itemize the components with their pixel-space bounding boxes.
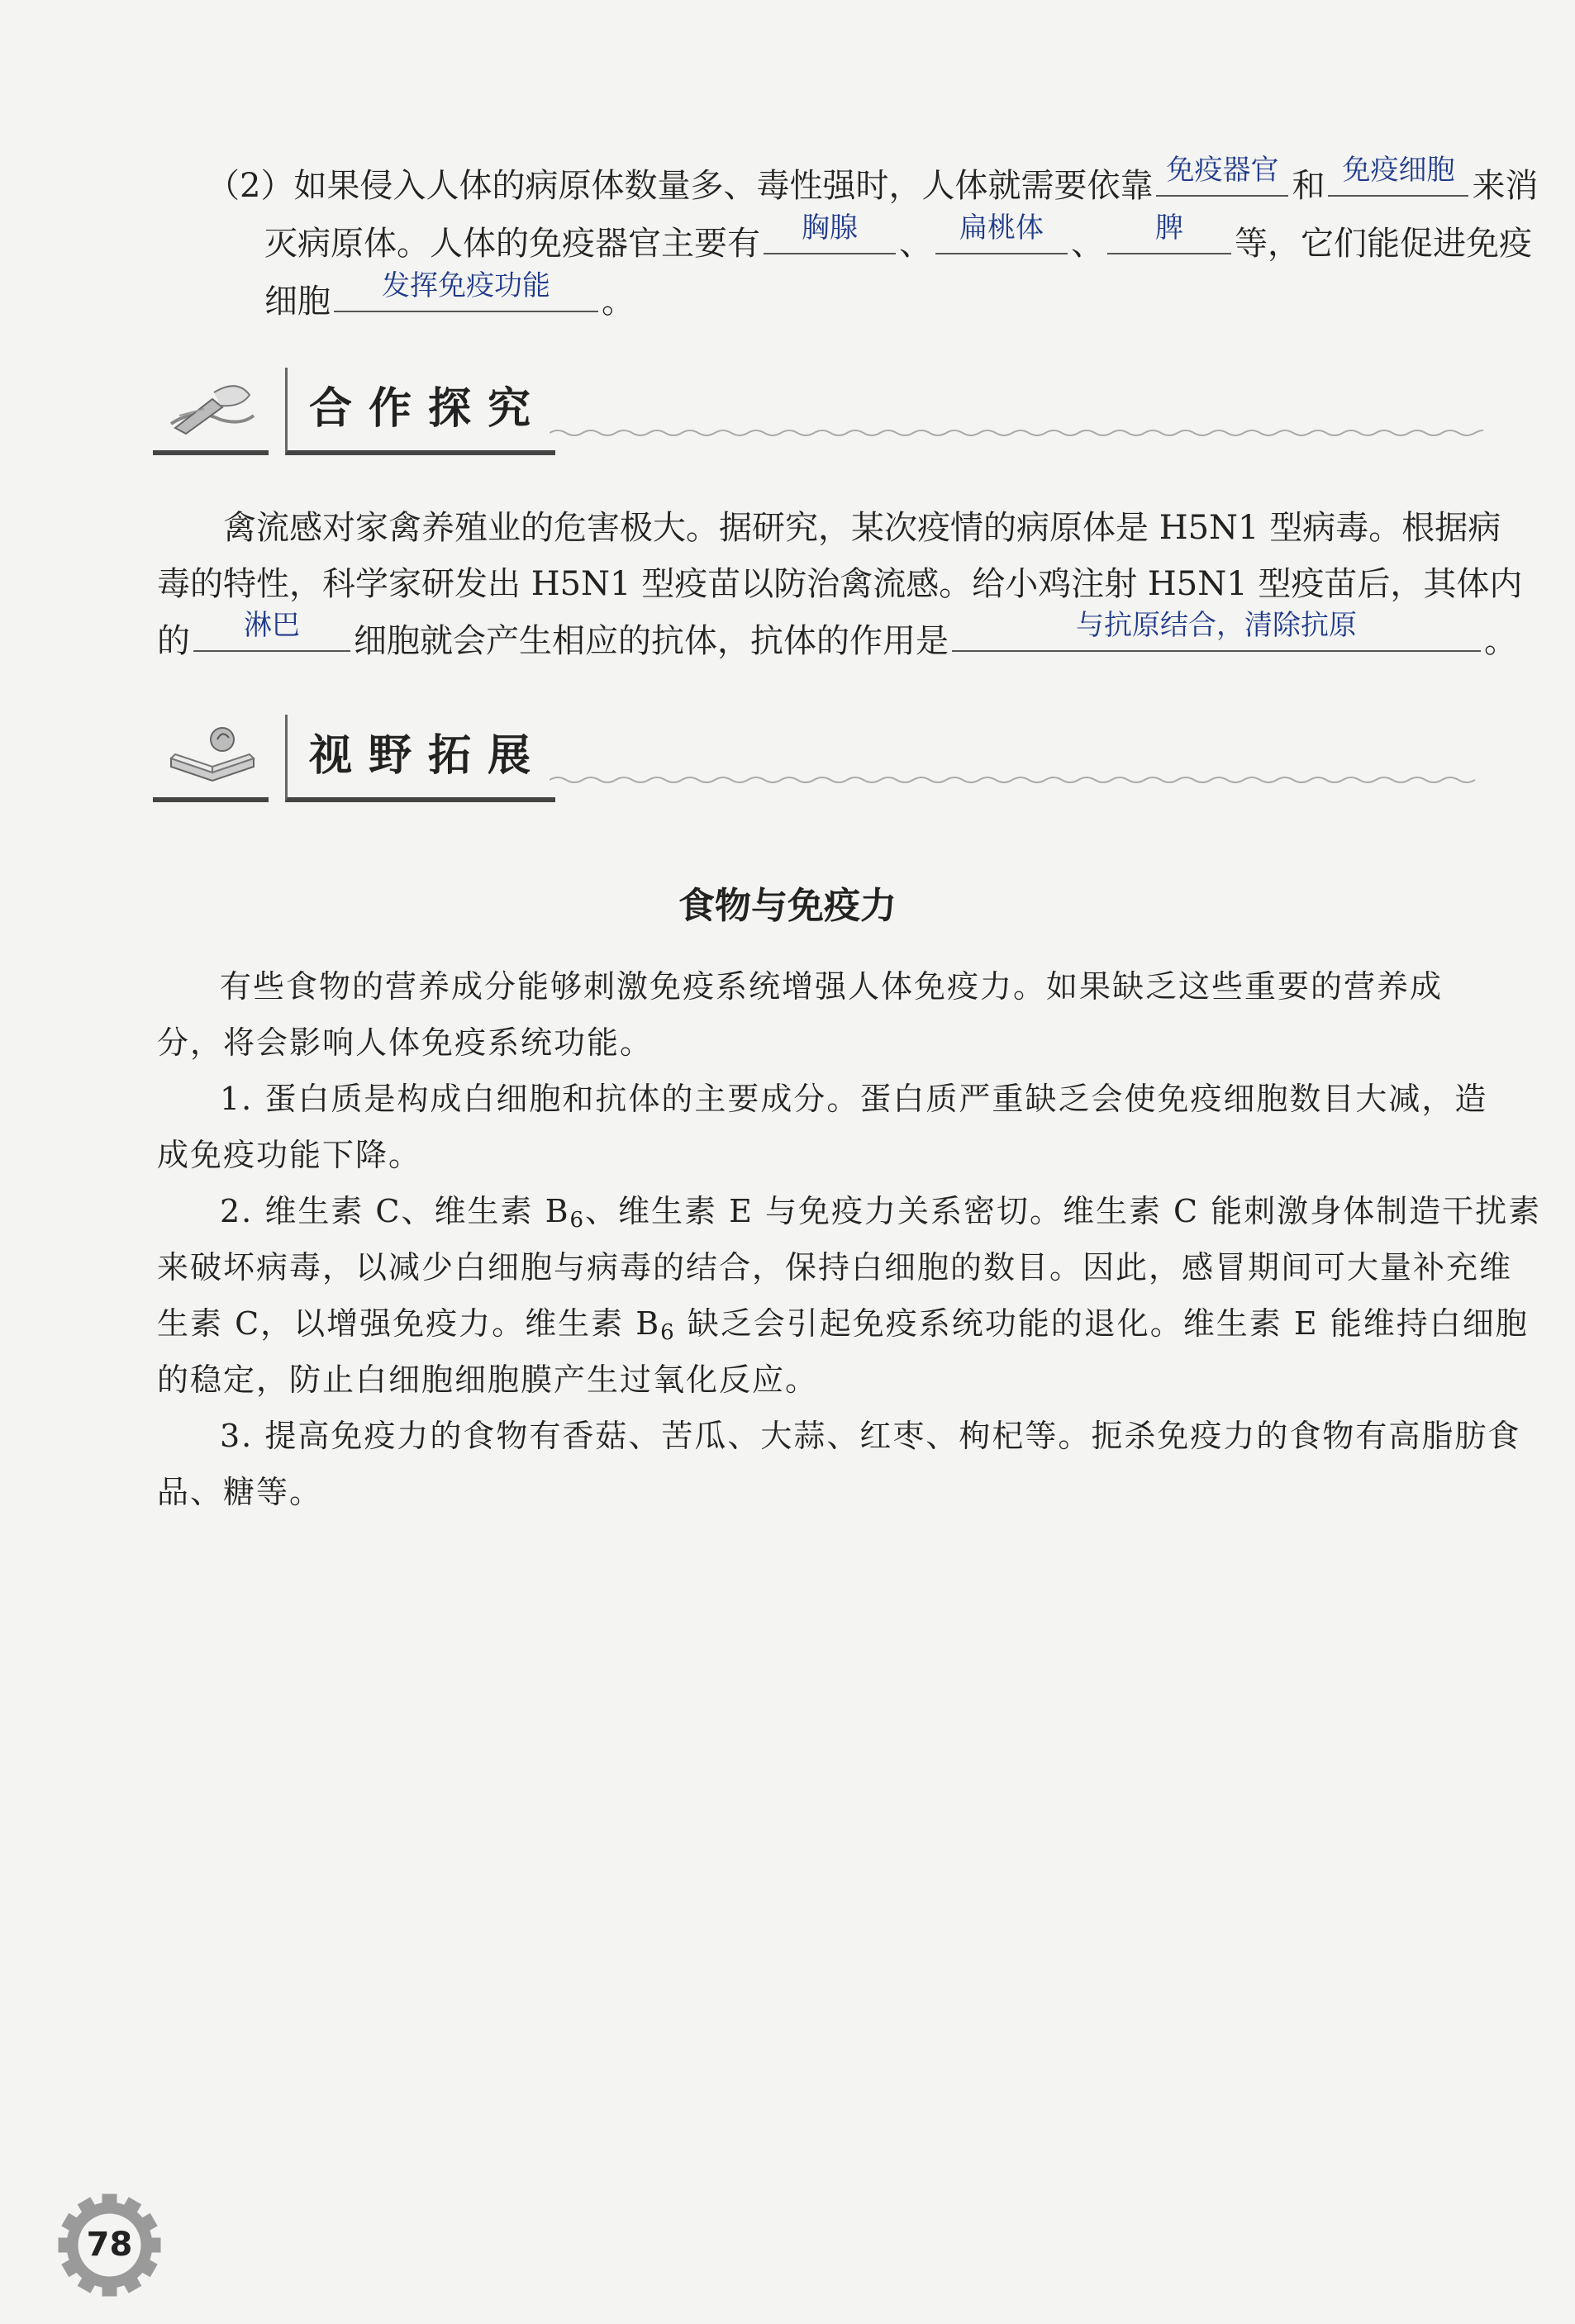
paragraph-line: 分，将会影响人体免疫系统功能。 (157, 1024, 654, 1061)
text: 2. 维生素 C、维生素 B (220, 1193, 570, 1229)
paragraph-line (157, 1295, 1529, 1352)
reading-body (157, 958, 1542, 1520)
answer-text: 发挥免疫功能 (382, 269, 550, 302)
answer-blank[interactable] (334, 269, 598, 312)
section-title: 视野拓展 (285, 715, 555, 802)
answer-text: 扁桃体 (959, 211, 1044, 245)
text: （2）如果侵入人体的病原体数量多、毒性强时，人体就需要依靠 (207, 167, 1154, 205)
text: 灭病原体。人体的免疫器官主要有 (264, 225, 760, 263)
text: 、 (899, 225, 932, 263)
text: 来消 (1472, 167, 1539, 205)
subscript: 6 (569, 1208, 586, 1233)
reading-title: 食物与免疫力 (678, 885, 897, 927)
text: 的 (157, 622, 190, 660)
wavy-divider (550, 774, 1483, 786)
text: 。 (602, 283, 635, 321)
paragraph-line: 禽流感对家禽养殖业的危害极大。据研究，某次疫情的病原体是 H5N1 型病毒。根据病 (223, 509, 1501, 547)
answer-blank[interactable] (1156, 154, 1288, 197)
question-2-line-2 (157, 211, 1532, 273)
paragraph-line: 品、糖等。 (157, 1474, 323, 1510)
section-icon-box (153, 715, 269, 802)
text: 和 (1292, 167, 1325, 205)
answer-text: 脾 (1155, 211, 1183, 245)
text: 细胞 (264, 283, 331, 321)
answer-text: 胸腺 (802, 211, 858, 245)
paragraph-line (157, 1183, 1542, 1239)
text: 、维生素 E 与免疫力关系密切。维生素 C 能刺激身体制造干扰素 (585, 1193, 1542, 1229)
question-2-line-3 (157, 269, 1479, 330)
question-2-line-1 (157, 154, 1539, 215)
question-2 (157, 154, 1539, 330)
answer-blank[interactable] (1107, 211, 1231, 254)
answer-blank[interactable] (1328, 154, 1468, 197)
text: 、 (1071, 225, 1104, 263)
answer-blank[interactable] (935, 211, 1068, 254)
text: 生素 C，以增强免疫力。维生素 B (157, 1305, 661, 1342)
pen-book-icon (163, 374, 262, 440)
answer-text: 免疫器官 (1166, 154, 1279, 187)
paragraph-line: 来破坏病毒，以减少白细胞与病毒的结合，保持白细胞的数目。因此，感冒期间可大量补充维 (157, 1249, 1513, 1286)
subscript: 6 (660, 1320, 676, 1345)
answer-blank[interactable] (193, 609, 350, 652)
text: 等，它们能促进免疫 (1235, 225, 1532, 263)
answer-text: 与抗原结合，清除抗原 (1076, 609, 1357, 642)
cooperate-paragraph (157, 500, 1523, 668)
section-icon-box (153, 368, 269, 455)
paragraph-line: 成免疫功能下降。 (157, 1137, 422, 1173)
paragraph-line: 1. 蛋白质是构成白细胞和抗体的主要成分。蛋白质严重缺乏会使免疫细胞数目大减，造 (220, 1081, 1488, 1117)
paragraph-line: 的稳定，防止白细胞细胞膜产生过氧化反应。 (157, 1362, 819, 1398)
text: 。 (1484, 622, 1517, 660)
answer-text: 免疫细胞 (1342, 154, 1455, 187)
answer-blank[interactable] (952, 609, 1481, 652)
open-book-icon (163, 721, 262, 787)
paragraph-line: 毒的特性，科学家研发出 H5N1 型疫苗以防治禽流感。给小鸡注射 H5N1 型疫苗后，其体内 (157, 565, 1523, 603)
text: 缺乏会引起免疫系统功能的退化。维生素 E 能维持白细胞 (675, 1305, 1529, 1342)
section-header-vision (153, 715, 1483, 797)
paragraph-line: 有些食物的营养成分能够刺激免疫系统增强人体免疫力。如果缺乏这些重要的营养成 (220, 968, 1444, 1005)
section-title: 合作探究 (285, 368, 555, 455)
text: 细胞就会产生相应的抗体，抗体的作用是 (354, 622, 949, 660)
section-header-cooperate (153, 368, 1483, 450)
wavy-divider (550, 427, 1483, 439)
paragraph-line (157, 609, 1517, 668)
paragraph-line: 3. 提高免疫力的食物有香菇、苦瓜、大蒜、红枣、枸杞等。扼杀免疫力的食物有高脂肪食 (220, 1418, 1521, 1454)
answer-text: 淋巴 (244, 609, 300, 642)
answer-blank[interactable] (764, 211, 896, 254)
page-number: 78 (86, 2226, 133, 2264)
